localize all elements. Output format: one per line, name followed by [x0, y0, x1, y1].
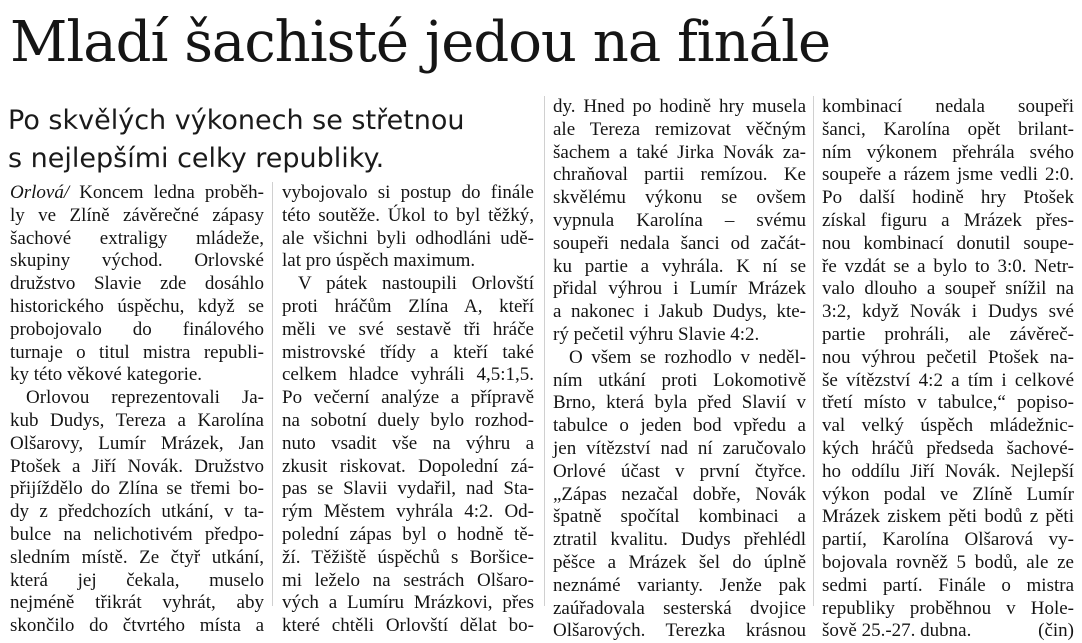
text-line: které chtěli Orlovští dělat bo-	[282, 615, 534, 637]
text-line: polední zápas byl o hodně tě-	[282, 523, 534, 545]
text-line: Orlové účast v první čtyřce.	[553, 460, 806, 482]
text-line: republiky proběhnou v Hole-	[822, 597, 1074, 619]
text-line: ním výkonem přehrála svého	[822, 141, 1074, 163]
text-line: neznámé varianty. Jenže pak	[553, 574, 806, 596]
column-divider	[544, 96, 545, 606]
text-line: lat pro úspěch maximum.	[282, 250, 476, 272]
text-line: ho oddílu Jiří Novák. Nejlepší	[822, 460, 1074, 482]
text-line: vybojovalo si postup do finále	[282, 182, 534, 203]
text-line: „Zápas nezačal dobře, Novák	[553, 483, 806, 505]
text-line: kub Dudys, Tereza a Karolína	[10, 409, 264, 431]
text-fragment: Koncem ledna proběh-	[69, 182, 264, 203]
text-line: dy. Hned po hodině hry musela	[553, 96, 806, 117]
text-line: Mrázek ziskem pěti bodů z pěti	[822, 506, 1074, 528]
article-subhead	[8, 102, 548, 178]
text-line: mi leželo na sestrách Olšaro-	[282, 569, 534, 591]
subhead-line: s nejlepšími celky republiky.	[8, 143, 385, 174]
text-line: výkon podal ve Zlíně Lumír	[822, 483, 1074, 505]
text-fragment: šově 25.-27. dubna.	[822, 620, 972, 642]
article-column-3	[553, 96, 806, 643]
text-line: sledním místě. Ze čtyř utkání,	[10, 546, 264, 568]
text-line: pas se Slavii vydařil, nad Sta-	[282, 478, 534, 500]
text-line: O všem se rozhodlo v neděl-	[569, 346, 806, 368]
text-line: ky této věkové kategorie.	[10, 364, 203, 386]
text-line: družstvo Slavie zde dosáhlo	[10, 273, 264, 295]
text-line: partií, Karolína Olšarová vy-	[822, 529, 1074, 551]
column-divider	[272, 182, 273, 606]
text-line: jen vítězství nad ní zaručovalo	[553, 437, 806, 459]
text-line: Brno, která byla před Slavií v	[553, 392, 806, 414]
text-line: historického úspěchu, když se	[10, 295, 264, 317]
text-line: této soutěže. Úkol to byl těžký,	[282, 204, 534, 226]
text-line: třetí místo v tabulce,“ popiso-	[822, 392, 1074, 414]
text-line: špatně spočítal kombinaci a	[553, 506, 806, 528]
text-line: sedmi partí. Finále o mistra	[822, 574, 1074, 596]
text-line: rý pečetil výhru Slavie 4:2.	[553, 323, 760, 345]
text-line: na sobotní duely bylo rozhod-	[282, 409, 534, 431]
text-line: ží. Těžiště úspěchů s Boršice-	[282, 546, 534, 568]
text-line: chraňoval partii remízou. Ke	[553, 164, 806, 186]
text-line: dy z předchozích utkání, v ta-	[10, 501, 264, 523]
text-line: zaúřadovala sesterská dvojice	[553, 597, 806, 619]
text-line: partie prohráli, ale závěreč-	[822, 323, 1074, 345]
text-line: a nakonec i Jakub Dudys, kte-	[553, 301, 806, 323]
text-line: přijíždělo do Zlína se třemi bo-	[10, 478, 264, 500]
article-headline: Mladí šachisté jedou na finále	[10, 10, 831, 75]
text-line: získal figuru a Mrázek přes-	[822, 209, 1074, 231]
text-line	[10, 182, 264, 205]
text-line: ly ve Zlíně závěrečné zápasy	[10, 204, 264, 226]
text-line: kombinací nedala soupeři	[822, 96, 1074, 117]
text-line: Orlovou reprezentovali Ja-	[26, 387, 264, 409]
text-line: turnaje o titul mistra republi-	[10, 341, 264, 363]
text-line: skvělému výkonu se ovšem	[553, 187, 806, 209]
article-column-1	[10, 182, 264, 638]
text-line: ku partie a vyhrála. K ní se	[553, 255, 806, 277]
text-line: přidal výhrou i Lumír Mrázek	[553, 278, 806, 300]
text-line: ale Tereza remizovat věčným	[553, 118, 806, 140]
text-line: Olšarových. Terezka krásnou	[553, 620, 806, 642]
text-line: bojovala rovněž 5 bodů, ale ze	[822, 551, 1074, 573]
text-line: soupeři nedala šanci od začát-	[553, 232, 806, 254]
text-line: ním utkání proti Lokomotivě	[553, 369, 806, 391]
text-line: Olšarovy, Lumír Mrázek, Jan	[10, 432, 264, 454]
text-line: kých hráčů předseda šachové-	[822, 437, 1074, 459]
article-dateline: Orlová/	[10, 182, 70, 203]
text-line: vypnula Karolína – svému	[553, 209, 806, 231]
text-line: šanci, Karolína opět brilant-	[822, 118, 1074, 140]
text-line: vých a Lumíru Mrázkovi, přes	[282, 592, 534, 614]
text-line	[822, 620, 1074, 643]
text-line: zkusit riskovat. Dopolední zá-	[282, 455, 534, 477]
text-line: šachové extraligy mládeže,	[10, 227, 264, 249]
text-line: 3:2, když Novák i Dudys své	[822, 301, 1074, 323]
text-line: proti hráčům Zlína A, kteří	[282, 295, 534, 317]
text-line: šachem a také Jirka Novák za-	[553, 141, 806, 163]
text-line: ale všichni byli odhodláni udě-	[282, 227, 534, 249]
text-line: pěšce a Mrázek šel do úplně	[553, 551, 806, 573]
text-line: probojovalo do finálového	[10, 318, 264, 340]
text-line: mistrovské třídy a kteří také	[282, 341, 534, 363]
text-line: soupeře a rázem jsme vedli 2:0.	[822, 164, 1074, 186]
text-line: nou kombinací donutil soupe-	[822, 232, 1074, 254]
text-line: Ptošek a Jiří Novák. Družstvo	[10, 455, 264, 477]
text-line: Po večerní analýze a přípravě	[282, 387, 534, 409]
text-line: val velký úspěch mládežnic-	[822, 415, 1074, 437]
text-line: bulce na nelichotivém předpo-	[10, 523, 264, 545]
text-line: V pátek nastoupili Orlovští	[298, 273, 534, 295]
text-line: tabulce o jeden bod vpředu a	[553, 415, 806, 437]
text-line: nou výhrou pečetil Ptošek na-	[822, 346, 1074, 368]
article-column-4	[822, 96, 1074, 643]
text-line: valo dlouho a soupeř snížil na	[822, 278, 1074, 300]
text-line: skončilo do čtvrtého místa a	[10, 615, 264, 637]
text-line: skupiny východ. Orlovské	[10, 250, 264, 272]
text-line: še vítězství 4:2 a tím i celkové	[822, 369, 1074, 391]
text-line: ře vzdát se a bylo to 3:0. Netr-	[822, 255, 1074, 277]
text-line: celkem hladce vyhráli 4,5:1,5.	[282, 364, 534, 386]
text-line: měli ve své sestavě tři hráče	[282, 318, 534, 340]
article-byline: (čin)	[1038, 620, 1074, 642]
text-line: ztratil kvalitu. Dudys přehlédl	[553, 529, 806, 551]
subhead-line: Po skvělých výkonech se střetnou	[8, 105, 465, 136]
text-line: nuto vsadit vše na výhru a	[282, 432, 534, 454]
text-line: Po další hodině hry Ptošek	[822, 187, 1074, 209]
text-line: která jej čekala, muselo	[10, 569, 264, 591]
article-column-2	[282, 182, 534, 638]
text-line: rým Městem vyhrála 4:2. Od-	[282, 501, 534, 523]
text-line: nejméně třikrát vyhrát, aby	[10, 592, 264, 614]
column-divider	[813, 96, 814, 606]
